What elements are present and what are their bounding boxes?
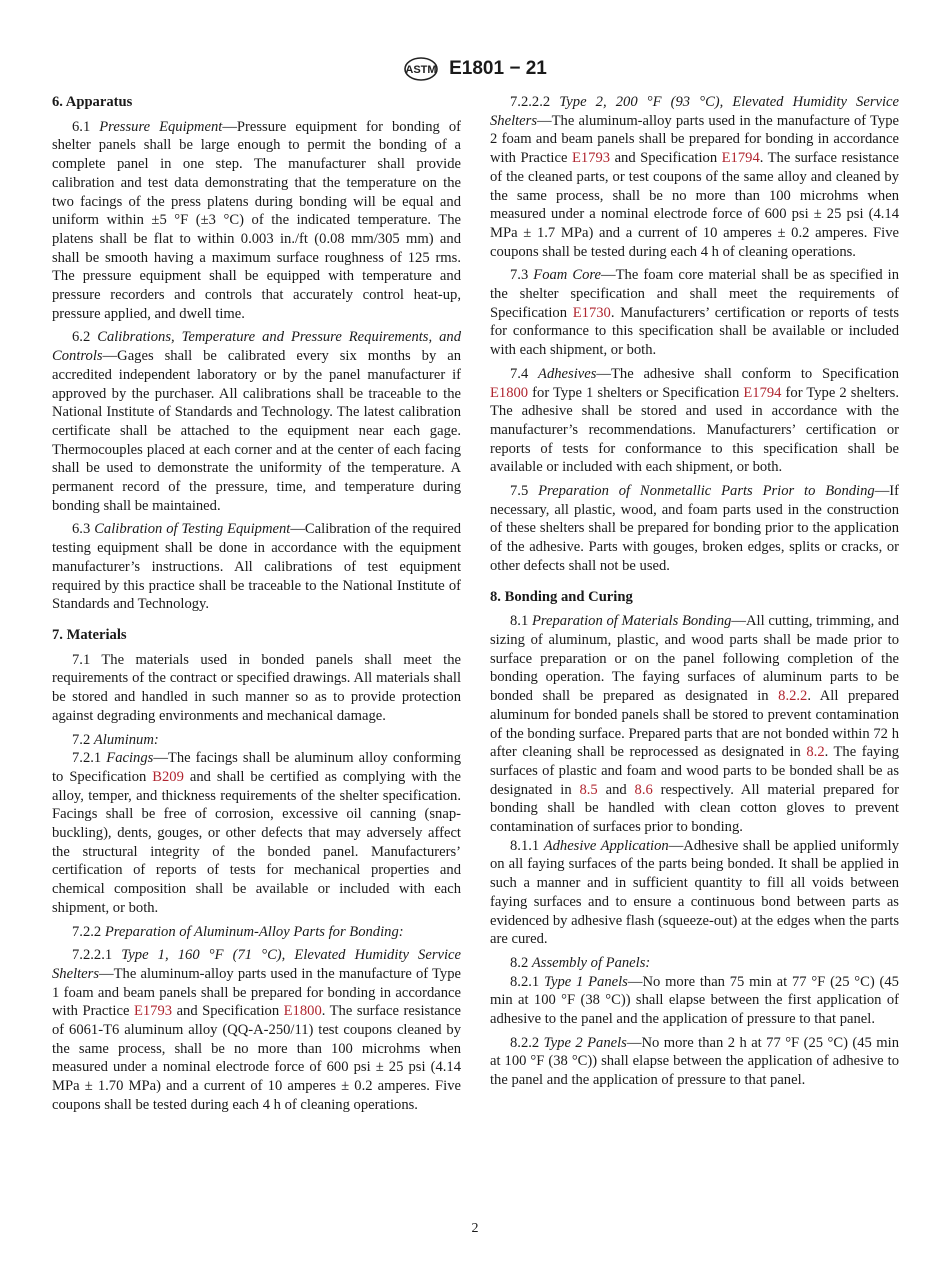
- paragraph-title: Type 2 Panels: [543, 1034, 627, 1051]
- paragraph-text: for Type 2 shelters. The adhesive shall be stored and used in accordance with the manufacturer’s recommendations. Manufacturers’ certification or reports of tests for conformance to this specification shall be available or included with each shipment, or both.: [490, 384, 899, 476]
- paragraph-text: . All prepared aluminum for bonded panels shall be stored to prevent contamination of the bonding surface. Prepared parts that are not bonded within 72 h after cleaning shall be reprocessed as designated in: [490, 688, 899, 761]
- paragraph-title: Pressure Equipment: [99, 118, 223, 135]
- paragraph: [490, 954, 899, 973]
- paragraph: [490, 612, 899, 836]
- paragraph-text: 8.1: [510, 613, 532, 630]
- paragraph-text: —Adhesive shall be applied uniformly on all faying surfaces of the parts being bonded. It shall be applied in such a manner and in sufficient quantity to fill all voids between faying surfaces and to ensure a continuous bond between parts as evidenced by adhesive flash (squeeze-out) at the edges when the parts are cured.: [490, 837, 900, 948]
- page-number: 2: [471, 1221, 479, 1236]
- paragraph-text: 6.3: [72, 521, 95, 538]
- paragraph-text: 7.2.1: [72, 750, 107, 767]
- paragraph: [52, 923, 461, 942]
- paragraph: [52, 651, 461, 726]
- paragraph-text: 8.2.1: [510, 973, 544, 990]
- svg-text:ASTM: ASTM: [405, 64, 437, 76]
- paragraph: [490, 973, 899, 1029]
- paragraph-text: —The aluminum-alloy parts used in the manufacture of Type 2 foam and beam panels shall be prepared for bonding in accordance with Practice: [490, 112, 899, 167]
- paragraph-text: 7.2.2.2: [510, 94, 560, 110]
- reference-link[interactable]: E1730: [572, 304, 611, 321]
- page-header: [0, 56, 950, 82]
- paragraph-title: Preparation of Aluminum-Alloy Parts for Bonding:: [104, 923, 404, 940]
- paragraph-text: —All cutting, trimming, and sizing of aluminum, plastic, and wood parts shall be made prior to surface preparation or on the panel following completion of the bonding operation. The faying surfaces of aluminum parts to be bonded shall be prepared as designated in: [490, 613, 899, 705]
- reference-link[interactable]: 8.2.2: [778, 688, 808, 705]
- paragraph-text: and Specification: [610, 150, 722, 167]
- paragraph-title: Calibration of Testing Equipment: [94, 521, 291, 538]
- paragraph-text: 7.2.2.1: [72, 947, 122, 964]
- reference-link[interactable]: E1793: [133, 1003, 173, 1020]
- paragraph-text: 8.2: [510, 954, 532, 971]
- paragraph-text: for Type 1 shelters or Specification: [528, 384, 744, 401]
- paragraph-text: 6.2: [72, 329, 98, 346]
- paragraph: [52, 946, 461, 1114]
- paragraph-text: —The facings shall be aluminum alloy conforming to Specification: [52, 750, 461, 785]
- paragraph-text: 7.3: [510, 267, 534, 284]
- paragraph: [52, 520, 461, 614]
- paragraph-text: . Manufacturers’ certification or reports of tests for conformance to this specification shall be available or included with each shipment, or both.: [490, 304, 899, 359]
- paragraph-text: —If necessary, all plastic, wood, and foam parts used in the construction of these shelters shall be prepared for bonding prior to the application of the adhesive. Parts with gouges, broken edges, splits or cracks, or other defects shall not be used.: [490, 483, 900, 574]
- paragraph-text: . The faying surfaces of plastic and foam and wood parts to be bonded shall be as designated in: [490, 744, 899, 798]
- reference-link[interactable]: E1793: [571, 150, 611, 167]
- paragraph-text: and: [597, 781, 635, 798]
- paragraph-title: Type 1, 160 °F (71 °C), Elevated Humidity Service Shelters: [52, 947, 461, 982]
- reference-link[interactable]: 8.6: [634, 781, 653, 798]
- reference-link[interactable]: 8.2: [806, 744, 825, 761]
- paragraph: [490, 482, 899, 576]
- paragraph-title: Preparation of Nonmetallic Parts Prior to Bonding: [538, 483, 875, 500]
- paragraph-text: 7.1 The materials used in bonded panels shall meet the requirements of the contract or specified drawings. All materials shall be stored and handled in such manner so as to provide protection against degrading environments and mechanical damage.: [52, 651, 461, 724]
- paragraph-text: 8.1.1: [510, 837, 544, 854]
- paragraph-title: Adhesives: [538, 365, 597, 382]
- paragraph-text: —Pressure equipment for bonding of shelter panels shall be large enough to permit the bonding of a complete panel in one step. The manufacturer shall provide calibration and test data demonstrating that the temperature on the two facings of the press platens during bonding will be equal and uniform within ±5 °F (±3 °C) of the indicated temperature. The platens shall be flat to within 0.003 in./ft (0.08 mm/305 mm) and shall be smooth having a maximum surface roughness of 125 rms. The pressure equipment shall be equipped with temperature and pressure recorders and controls that accurately control heat-up, pressure applied, and dwell time.: [52, 118, 462, 322]
- paragraph-title: Assembly of Panels:: [531, 954, 651, 971]
- section-heading: 8. Bonding and Curing: [490, 588, 633, 605]
- paragraph-text: 7.4: [510, 365, 539, 382]
- designation: E1801 − 21: [449, 58, 547, 79]
- reference-link[interactable]: E1794: [743, 384, 782, 401]
- paragraph-text: —Calibration of the required testing equipment shall be done in accordance with the equipment manufacturer’s instructions. All calibrations of test equipment required by this practice shall be traceable to the National Institute of Standards and Technology.: [52, 521, 461, 613]
- reference-link[interactable]: 8.5: [579, 781, 598, 798]
- paragraph-text: 7.2.2: [72, 923, 105, 940]
- paragraph-text: —The foam core material shall be as specified in the shelter specification and shall meet the requirements of Specification: [490, 267, 899, 321]
- paragraph-text: 7.5: [510, 483, 539, 500]
- paragraph-title: Foam Core: [533, 267, 602, 284]
- paragraph-title: Preparation of Materials Bonding: [531, 613, 732, 630]
- paragraph-text: —The adhesive shall conform to Specification: [596, 365, 899, 382]
- paragraph: [490, 1034, 899, 1090]
- paragraph-text: and shall be certified as complying with the alloy, temper, and thickness requirements of the shelter specification. Facings shall be free of corrosion, excessive oil canning (snap-buckling), dents, gouges, or other defects that may adversely affect the structural integrity of the bonded panel. Manufacturers’ certification of reports of tests for mechanical properties and chemical composition shall be available or included with each shipment, or both.: [52, 768, 461, 916]
- paragraph-text: 7.2: [72, 731, 94, 748]
- section-heading: 7. Materials: [52, 626, 127, 643]
- paragraph: [490, 365, 899, 477]
- paragraph-text: and Specification: [172, 1003, 284, 1020]
- paragraph-title: Type 1 Panels: [543, 973, 628, 990]
- paragraph-title: Type 2, 200 °F (93 °C), Elevated Humidity Service Shelters: [490, 94, 899, 129]
- paragraph-text: —No more than 2 h at 77 °F (25 °C) (45 min at 100 °F (38 °C)) shall elapse between the application of adhesive to the panel and the application of pressure to that panel.: [490, 1034, 899, 1089]
- paragraph-text: respectively. All material prepared for bonding shall be handled with clean cotton gloves to prevent contamination of surfaces prior to bonding.: [490, 781, 899, 836]
- reference-link[interactable]: E1794: [721, 150, 760, 167]
- reference-link[interactable]: E1800: [490, 384, 529, 401]
- paragraph-title: Adhesive Application: [543, 837, 669, 854]
- left-column: [52, 93, 461, 1120]
- paragraph-text: —No more than 75 min at 77 °F (25 °C) (45 min at 100 °F (38 °C)) shall elapse between the first application of adhesive to the panel and the application of pressure to that panel.: [490, 973, 899, 1028]
- paragraph-text: . The surface resistance of 6061-T6 aluminum alloy (QQ-A-250/11) test coupons cleaned by the same process, shall be no more than 100 microhms when measured under a nominal electrode force of 600 psi ± 25 psi (4.14 MPa ± 1.70 MPa) and a current of 10 amperes ± 0.2 amperes. Five coupons shall be tested during each 4 h of cleaning operations.: [52, 1003, 461, 1113]
- paragraph: [52, 328, 461, 515]
- paragraph-title: Calibrations, Temperature and Pressure Requirements, and Controls: [52, 329, 461, 365]
- paragraph-text: . The surface resistance of the cleaned parts, or test coupons of the same alloy and cleaned by the same process, shall be no more than 100 microhms when measured under a nominal electrode force of 600 psi ± 25 psi (4.14 MPa ± 1.7 MPa) and a current of 10 amperes ± 0.2 amperes. Five coupons shall be tested during each 4 h of cleaning operations.: [490, 150, 899, 260]
- paragraph: [52, 118, 461, 324]
- paragraph-title: Aluminum:: [93, 731, 159, 748]
- reference-link[interactable]: B209: [152, 768, 184, 785]
- paragraph: [490, 266, 899, 360]
- reference-link[interactable]: E1800: [283, 1003, 322, 1020]
- section-heading: 6. Apparatus: [52, 94, 133, 110]
- paragraph-text: —The aluminum-alloy parts used in the manufacture of Type 1 foam and beam panels shall be prepared for bonding in accordance with Practice: [52, 965, 461, 1020]
- paragraph-text: 8.2.2: [510, 1034, 544, 1051]
- astm-logo-icon: [403, 56, 439, 82]
- paragraph: [52, 731, 461, 750]
- right-column: [490, 93, 899, 1095]
- paragraph-title: Facings: [106, 750, 154, 767]
- paragraph-text: 6.1: [72, 118, 100, 135]
- paragraph: [490, 93, 899, 261]
- paragraph: [490, 837, 899, 949]
- paragraph: [52, 749, 461, 917]
- paragraph-text: —Gages shall be calibrated every six months by an accredited independent laboratory or by the panel manufacturer if approved by the purchaser. All calibrations shall be traceable to the National Institute of Standards and Technology. The latest calibration certificate shall be attached to the equipment near each gage. Thermocouples placed at each corner and at the center of each facing shall be used to demonstrate the uniformity of the temperature. A permanent record of the pressure, time, and temperature during bonding shall be maintained.: [52, 348, 461, 514]
